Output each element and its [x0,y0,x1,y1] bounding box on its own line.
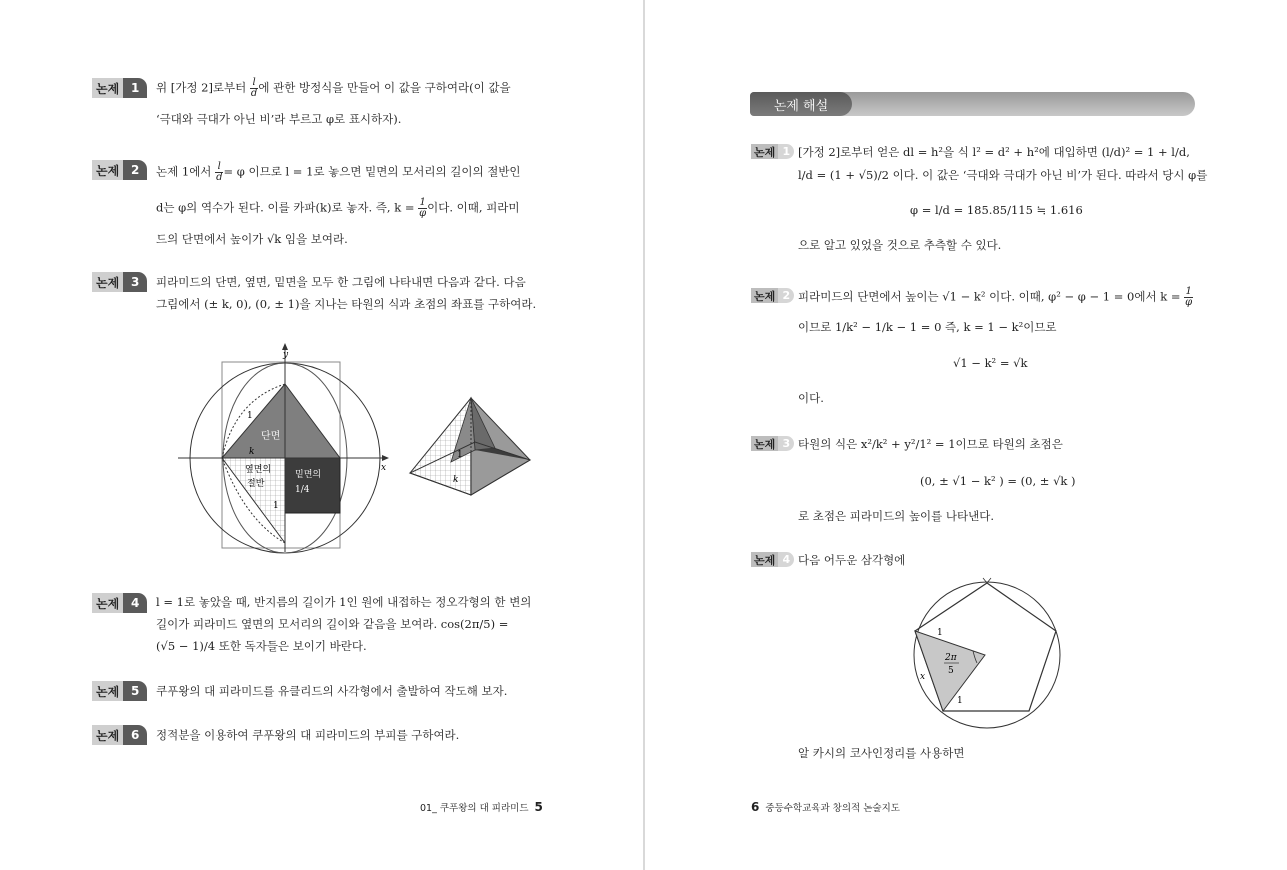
solution-1-tag: 논제 1 [751,144,794,159]
side-half-label-2: 절반 [247,479,265,489]
pyramid-section-figure [175,340,545,555]
solution-3-line-1: 타원의 식은 x²/k² + y²/1² = 1이므로 타원의 초점은 [798,437,1063,451]
problem-3-line-2: 그림에서 (± k, 0), (0, ± 1)을 지나는 타원의 식과 초점의 좌표를 구하여라. [156,297,537,311]
problem-2-line-1: 논제 1에서 $\frac{l}{d}$ = φ 이므로 l = 1로 놓으면 밑면의 모서리의 길이의 절반인 [156,161,521,183]
solution-1-line-1: [가정 2]로부터 얻은 dl = h²을 식 l² = d² + h²에 대입하면 (l/d)² = 1 + l/d, [798,145,1190,159]
solution-3-line-2: 로 초점은 피라미드의 높이를 나타낸다. [798,509,995,523]
fraction-1-over-phi-right: $\frac{1}{\varphi}$ [1185,286,1193,308]
problem-3-tag: 논제 3 [92,272,147,292]
solution-1-line-2: l/d = (1 + √5)/2 이다. 이 값은 ‘극대와 극대가 아닌 비’가 된다. 따라서 당시 φ를 [798,168,1208,182]
x-axis-label: x [381,463,387,473]
section-label: 단면 [261,431,281,442]
section-triangle [222,384,340,458]
solution-1-line-3: 으로 알고 있었을 것으로 추측할 수 있다. [798,238,1002,252]
pyramid-one-label: 1 [457,450,463,460]
solution-2-line-1: 피라미드의 단면에서 높이는 √1 − k² 이다. 이때, φ² − φ − 1 = 0에서 k = $\frac{1}{\varphi}$ [798,286,1193,308]
pentagon-figure [907,575,1067,735]
problem-4-line-2: 길이가 피라미드 옆면의 모서리의 길이와 같음을 보여라. cos(2π/5) = [156,617,509,631]
right-footer: 6 중등수학교육과 창의적 논술지도 [751,800,900,814]
problem-4-line-1: l = 1로 놓았을 때, 반지름의 길이가 1인 원에 내접하는 정오각형의 한 변의 [156,595,532,609]
vertical-one-label: 1 [273,501,279,511]
fraction-l-over-d: $\frac{l}{d}$ [250,77,258,99]
base-label-2: 1/4 [295,485,310,495]
section-heading: 논제 해설 [750,92,852,116]
solution-4-line-1: 다음 어두운 삼각형에 [798,553,906,567]
left-page [0,0,643,870]
problem-5-line-1: 쿠푸왕의 대 피라미드를 유클리드의 사각형에서 출발하여 작도해 보자. [156,684,508,698]
problem-4-line-3: (√5 − 1)/4 또한 독자들은 보이기 바란다. [156,639,367,653]
solution-2-formula: √1 − k² = √k [953,356,1028,370]
diag-one-label: 1 [247,411,253,421]
solution-4-tag: 논제 4 [751,552,794,567]
solution-1-formula: φ = l/d = 185.85/115 ≒ 1.616 [910,203,1083,217]
y-axis-label: y [283,350,289,360]
side-half-label-1: 옆면의 [245,465,272,475]
left-footer: 01_ 쿠푸왕의 대 피라미드 5 [420,800,543,814]
problem-1-line-2: ‘극대와 극대가 아닌 비’라 부르고 φ로 표시하자). [156,112,402,126]
pyramid-k-label: k [453,475,459,485]
problem-6-line-1: 정적분을 이용하여 쿠푸왕의 대 피라미드의 부피를 구하여라. [156,728,460,742]
problem-5-tag: 논제 5 [92,681,147,701]
solution-2-tag: 논제 2 [751,288,794,303]
problem-1-tag: 논제 1 [92,78,147,98]
pentagon-angle-num: 2π [945,653,957,663]
problem-1-line-1: 위 [가정 2]로부터 $\frac{l}{d}$ 에 관한 방정식을 만들어 이 값을 구하여라(이 값을 [156,77,511,99]
fraction-1-over-phi: $\frac{1}{\varphi}$ [419,197,427,219]
left-page-number: 5 [534,800,543,814]
problem-2-line-3: 드의 단면에서 높이가 √k 임을 보여라. [156,232,348,246]
problem-2-tag: 논제 2 [92,160,147,180]
solution-2-line-2: 이므로 1/k² − 1/k − 1 = 0 즉, k = 1 − k²이므로 [798,320,1057,334]
problem-4-tag: 논제 4 [92,593,147,613]
pentagon-one-b: 1 [957,696,963,706]
pentagon-x: x [920,672,926,682]
problem-2-line-2: d는 φ의 역수가 된다. 이를 카파(k)로 놓자. 즉, k = $\frac{1}{\varphi}$ 이다. 이때, 피라미 [156,197,520,219]
fraction-l-over-d-2: $\frac{l}{d}$ [216,161,223,183]
pyramid-3d [410,398,530,495]
right-page-number: 6 [751,800,760,814]
problem-6-tag: 논제 6 [92,725,147,745]
base-quarter [285,458,340,513]
right-page [645,0,1287,870]
solution-3-tag: 논제 3 [751,436,794,451]
pentagon-angle-den: 5 [948,666,954,676]
k-label: k [249,447,255,457]
closing-line: 알 카시의 코사인정리를 사용하면 [798,746,965,760]
pentagon-one-a: 1 [937,628,943,638]
problem-3-line-1: 피라미드의 단면, 옆면, 밑면을 모두 한 그림에 나타내면 다음과 같다. 다음 [156,275,526,289]
base-label-1: 밑면의 [295,470,322,480]
solution-2-line-3: 이다. [798,391,824,405]
solution-3-formula: (0, ± √1 − k² ) = (0, ± √k ) [920,474,1076,488]
